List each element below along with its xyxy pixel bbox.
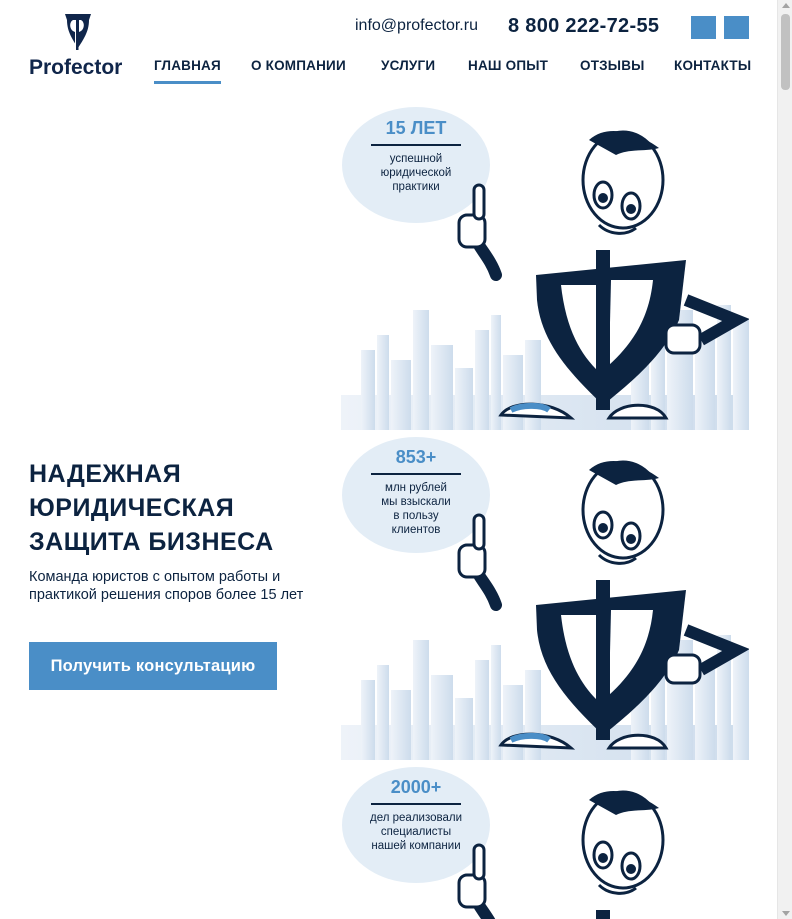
nav-item-about[interactable]: О КОМПАНИИ: [251, 58, 346, 73]
social-icon-2[interactable]: [724, 16, 749, 39]
stat-card: [341, 430, 749, 760]
mascot-illustration: [341, 430, 749, 760]
stat-divider: [371, 803, 461, 805]
stat-text-line: дел реализовали: [370, 812, 462, 824]
page-scrollbar[interactable]: [777, 0, 792, 919]
nav-item-experience[interactable]: НАШ ОПЫТ: [468, 58, 549, 73]
stat-text-line: мы взыскали: [381, 496, 451, 508]
hero-title-line: ЗАЩИТА БИЗНЕСА: [29, 528, 274, 556]
email-link[interactable]: info@profector.ru: [355, 17, 478, 34]
stat-text: [363, 811, 469, 853]
scrollbar-thumb[interactable]: [781, 14, 790, 90]
stat-number: 15 ЛЕТ: [385, 118, 447, 138]
logo-text: Profector: [29, 56, 123, 79]
main-nav: [0, 58, 777, 88]
stat-text-line: практики: [392, 181, 440, 193]
stat-card: [341, 760, 749, 919]
phone-link[interactable]: 8 800 222-72-55: [508, 15, 660, 37]
stat-divider: [371, 473, 461, 475]
hero-title: [29, 457, 329, 559]
hero-title-line: НАДЕЖНАЯ: [29, 460, 182, 488]
hero-subtitle: Команда юристов с опытом работы и практикой решения споров более 15 лет: [29, 569, 304, 603]
nav-item-contacts[interactable]: КОНТАКТЫ: [674, 58, 752, 73]
stat-text-line: специалисты: [380, 826, 452, 838]
nav-item-reviews[interactable]: ОТЗЫВЫ: [580, 58, 645, 73]
stat-divider: [371, 144, 461, 146]
scroll-down-icon[interactable]: [782, 911, 790, 916]
stat-text-line: успешной: [389, 153, 443, 165]
hero-title-line: ЮРИДИЧЕСКАЯ: [29, 494, 235, 522]
stat-text: [363, 152, 469, 194]
consultation-button[interactable]: Получить консультацию: [29, 642, 277, 690]
nav-item-services[interactable]: УСЛУГИ: [381, 58, 436, 73]
stat-number: 853+: [395, 447, 437, 467]
social-icon-1[interactable]: [691, 16, 716, 39]
stat-text-line: клиентов: [391, 524, 441, 536]
stat-text: [363, 481, 469, 537]
scroll-up-icon[interactable]: [782, 3, 790, 8]
nav-item-home[interactable]: ГЛАВНАЯ: [154, 58, 221, 73]
stat-text-line: млн рублей: [385, 482, 447, 494]
stat-card: [341, 100, 749, 430]
stat-number: 2000+: [390, 777, 442, 797]
stat-text-line: нашей компании: [371, 840, 461, 852]
mascot-illustration: [341, 100, 749, 430]
stat-text-line: юридической: [380, 167, 452, 179]
stat-text-line: в пользу: [393, 510, 439, 522]
logo-icon: [29, 12, 125, 56]
